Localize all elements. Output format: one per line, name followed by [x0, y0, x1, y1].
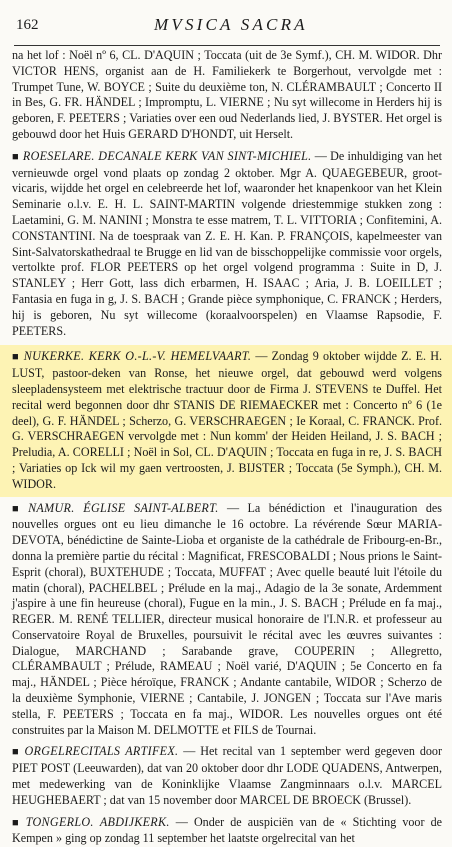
section-heading: ROESELARE. DECANALE KERK VAN SINT-MICHIEL. [22, 148, 312, 163]
running-title: MVSICA SACRA [154, 15, 308, 34]
section-heading: ORGELRECITALS ARTIFEX. [24, 744, 179, 759]
section-body: — Onder de auspiciën van de « Stichting voor de Kempen » ging op zondag 11 september het laatste orgelrecital van het [12, 814, 442, 846]
section-heading: TONGERLO. ABDIJKERK. [25, 814, 170, 829]
bullet-icon: ■ [12, 502, 25, 515]
bullet-icon: ■ [12, 150, 19, 163]
section-tongerlo [12, 815, 442, 847]
bullet-icon: ■ [12, 746, 21, 759]
section-heading: NUKERKE. KERK O.-L.-V. HEMELVAART. [23, 349, 252, 364]
section-body: — Het recital van 1 september werd gegeven door PIET POST (Leeuwarden), dat van 20 oktober door dhr LODE QUADENS, Antwerpen, met medewerking van de Koninklijke Vlaamse Zangminnaars o.l.v. MARCEL HEUGHEBAERT ; dat van 15 november door MARCEL DE BROECK (Brussel). [12, 744, 442, 807]
section-nukerke-highlighted [0, 345, 452, 496]
page-header [14, 4, 440, 44]
header-rule [14, 45, 440, 46]
section-heading: NAMUR. ÉGLISE SAINT-ALBERT. [28, 500, 219, 515]
section-roeselare [12, 149, 442, 340]
bullet-icon: ■ [12, 816, 22, 829]
section-body: — De inhuldiging van het vernieuwde orgel vond plaats op zondag 2 oktober. Mgr A. QUAEGEBEUR, groot-vicaris, wijdde het orgel en celebreerde het lof, waaronder het knapenkoor van het Klein Seminarie o.l.v. E. H. L. SAINT-MARTIN volgende driestemmige stukken zong : Laetamini, G. M. NANINI ; Monstra te esse matrem, T. L. VITTORIA ; Confitemini, A. CONSTANTINI. Na de toespraak van Z. E. H. Kan. P. FRANÇOIS, kapelmeester van Sint-Salvatorskathedraal te Brugge en lid van de bisschoppelijke commissie voor orgels, vertolkte prof. FLOR PEETERS op het orgel volgend programma : Suite in D, J. STANLEY ; Herr Gott, lass dich erbarmen, H. ISAAC ; Aria, J. B. LOEILLET ; Fantasia en fuga in g, J. S. BACH ; Grande pièce symphonique, C. FRANCK ; Herders, hij is geboren, Nu syt willecome (koraalvoorspelen) en Vlaamse Rapsodie, F. PEETERS. [12, 148, 442, 338]
section-body: — La bénédiction et l'inauguration des nouvelles orgues ont eu lieu dimanche le 16 octobre. La révérende Sœur MARIA-DEVOTA, bénédictine de Sainte-Lioba et organiste de la cathédrale de Fribourg-en-Br., donna la première partie du récital : Magnificat, FRESCOBALDI ; Nous prions le Saint-Esprit (choral), BUXTEHUDE ; Toccata, MUFFAT ; Avec quelle beauté luit l'étoile du matin (choral), PACHELBEL ; Prélude en la maj., Adagio de la 3e sonate, Ardemment j'aspire à une fin heureuse (choral), Fugue en la min., J. S. BACH ; Prélude en fa maj., REGER. M. RENÉ TELLIER, directeur musical honoraire de l'I.N.R. et professeur au Conservatoire Royal de Bruxelles, poursuivit le récital avec les œuvres suivantes : Dialogue, MARCHAND ; Sarabande grave, COUPERIN ; Allegretto, CLÉRAMBAULT ; Prélude, RAMEAU ; Noël varié, D'AQUIN ; 5e Concerto en fa maj., HÄNDEL ; Pièce héroïque, FRANCK ; Andante cantabile, WIDOR ; Scherzo de la deuxième Symphonie, VIERNE ; Cantabile, J. JONGEN ; Toccata sur l'Ave maris stella, F. PEETERS ; Toccata en fa maj., WIDOR. Les nouvelles orgues ont été construites par la Maison M. DELMOTTE et FILS de Tournai. [12, 500, 442, 737]
intro-paragraph: na het lof : Noël nº 6, CL. D'AQUIN ; Toccata (uit de 3e Symf.), CH. M. WIDOR. Dhr VICTOR HENS, organist aan de H. Familiekerk te Borgerhout, vervolgde met : Trumpet Tune, W. BOYCE ; Suite du deuxième ton, N. CLÉRAMBAULT ; Concerto II in Bes, G. FR. HÄNDEL ; Impromptu, L. VIERNE ; Nu syt willecome in Herders hij is geboren, F. PEETERS ; Variaties over een oud Nederlands lied, J. BYSTER. Het orgel is gebouwd door het Huis GERARD D'HONDT, uit Herselt. [12, 48, 442, 141]
section-orgelrecitals [12, 744, 442, 808]
section-body: — Zondag 9 oktober wijdde Z. E. H. LUST, pastoor-deken van Ronse, het nieuwe orgel, dat gebouwd werd volgens sleepladensysteem met elektrische tractuur door de Firma J. STEVENS te Duffel. Het recital werd begonnen door dhr STANIS DE RIEMAECKER met : Concerto nº 6 (1e deel), G. F. HÄNDEL ; Scherzo, G. VERSCHRAEGEN ; Ie Koraal, C. FRANCK. Prof. G. VERSCHRAEGEN vervolgde met : Nun komm' der Heiden Heiland, J. S. BACH ; Preludia, A. CORELLI ; Noël in Sol, CL. D'AQUIN ; Toccata en fuga in re, J. S. BACH ; Variaties op Ick wil my gaen vertroosten, J. BIJSTER ; Toccata (5e Symph.), CH. M. WIDOR. [12, 349, 442, 491]
bullet-icon: ■ [12, 351, 20, 364]
page-number: 162 [16, 17, 39, 33]
article-body [12, 48, 442, 847]
section-namur [12, 501, 442, 739]
